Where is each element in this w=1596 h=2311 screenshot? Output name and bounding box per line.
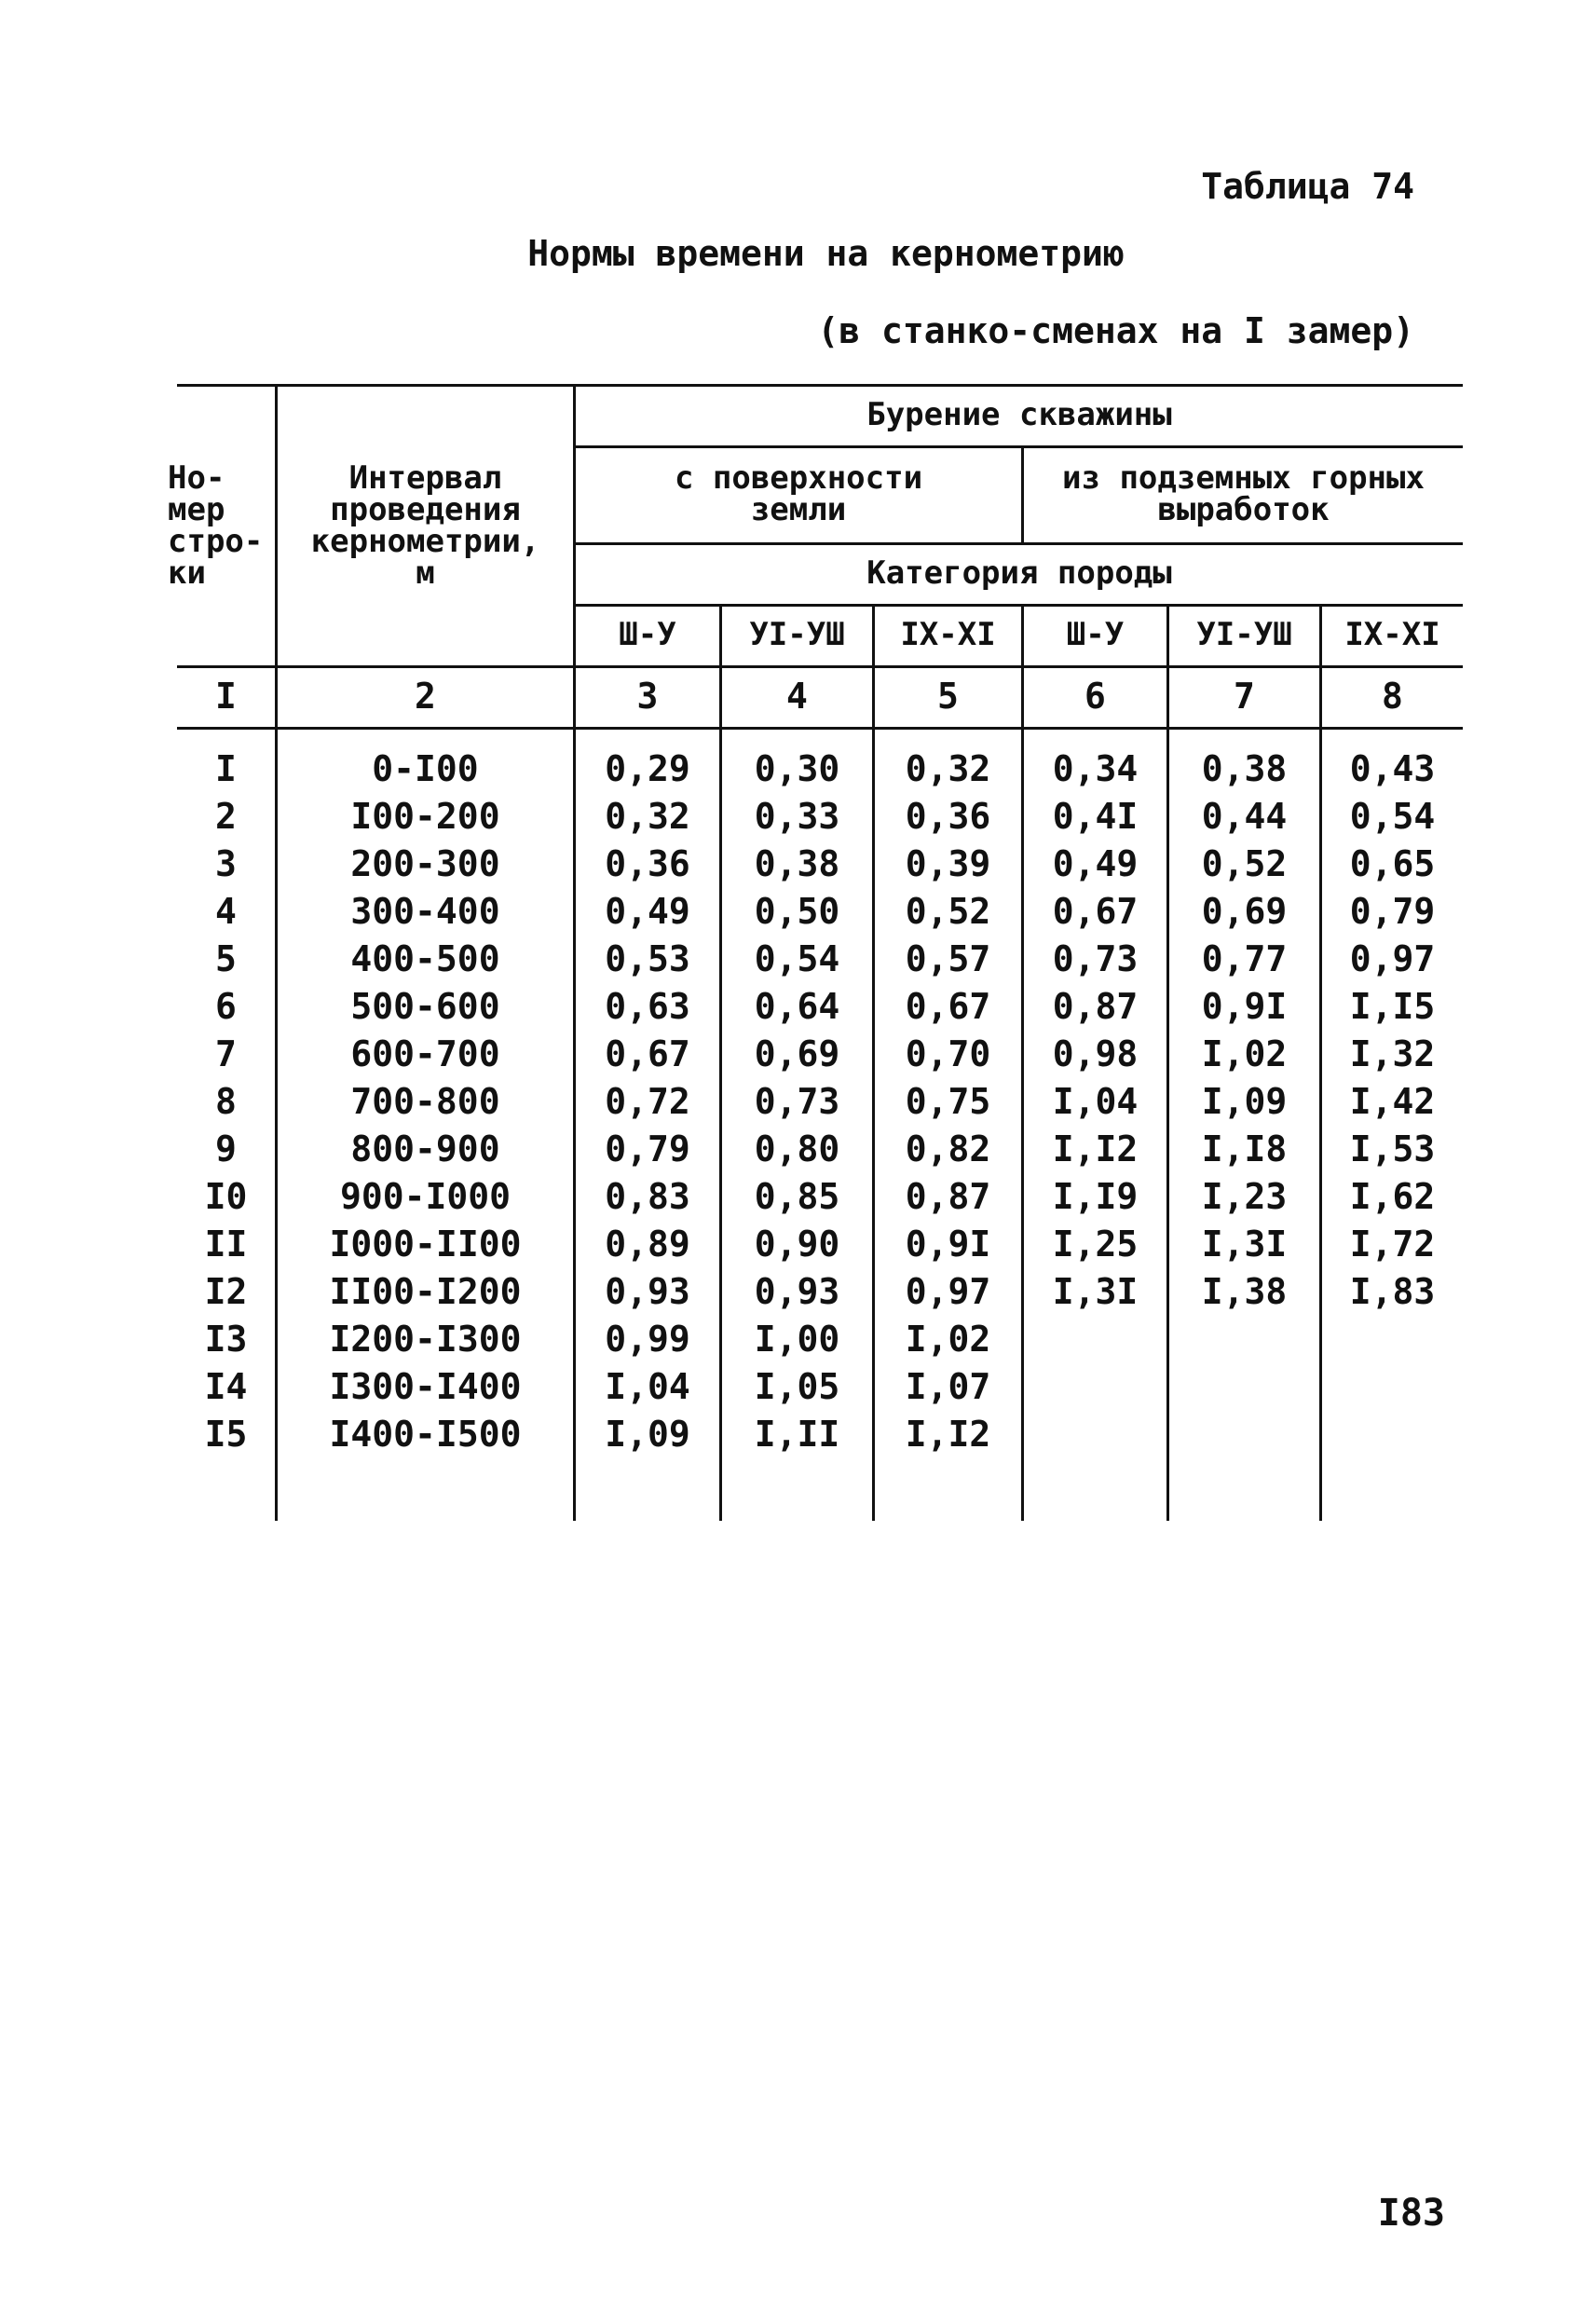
table-cell: 0,36	[605, 843, 690, 884]
table-cell: I,42	[1349, 1081, 1436, 1122]
table-cell: 700-800	[350, 1081, 500, 1122]
table-cell: 0,32	[605, 796, 690, 837]
table-cell: I400-I500	[329, 1414, 522, 1455]
table-cell: 0,98	[1052, 1033, 1139, 1074]
table-cell: I,I8	[1201, 1128, 1288, 1169]
table-cell: 0,49	[605, 891, 690, 932]
table-cell: 0,57	[905, 938, 991, 979]
table-cell: 0,79	[605, 1128, 690, 1169]
page-number: I83	[1377, 2192, 1445, 2235]
table-cell: 3	[215, 843, 237, 884]
document-title: Нормы времени на кернометрию	[527, 233, 1125, 274]
category-3: IX-XI	[900, 616, 996, 653]
table-cell: 200-300	[350, 843, 500, 884]
table-cell: 0,64	[754, 986, 840, 1027]
table-cell: 0,69	[754, 1033, 840, 1074]
table-cell: 0,50	[754, 891, 840, 932]
table-cell: 400-500	[350, 938, 500, 979]
category-4: Ш-У	[1066, 616, 1125, 653]
table-cell: 0,9I	[1201, 986, 1288, 1027]
table-cell: I,32	[1349, 1033, 1436, 1074]
table-cell: I,09	[1201, 1081, 1288, 1122]
table-cell: 0,87	[905, 1176, 991, 1217]
category-1: Ш-У	[619, 616, 676, 653]
table-cell: I,I2	[905, 1414, 991, 1455]
table-cell: 4	[215, 891, 237, 932]
table-cell: 0,83	[605, 1176, 690, 1217]
table-cell: I,05	[754, 1366, 840, 1407]
table-cell: II	[204, 1224, 248, 1265]
table-cell: 0,53	[605, 938, 690, 979]
table-label: Таблица 74	[1201, 166, 1414, 207]
table-cell: I,I9	[1052, 1176, 1139, 1217]
table-cell: 0,44	[1201, 796, 1288, 837]
category-6: IX-XI	[1344, 616, 1440, 653]
table-cell: 0,39	[905, 843, 991, 884]
table-cell: 0,32	[905, 748, 991, 789]
table-cell: I,I2	[1052, 1128, 1139, 1169]
table-cell: I,04	[1052, 1081, 1139, 1122]
units-note: (в станко-сменах на I замер)	[817, 310, 1414, 351]
table-cell: I,04	[605, 1366, 690, 1407]
table-cell: 0,97	[905, 1271, 991, 1312]
table-cell: 0,67	[905, 986, 991, 1027]
table-cell: 6	[215, 986, 237, 1027]
table-cell: 5	[215, 938, 237, 979]
table-cell: 500-600	[350, 986, 500, 1027]
table-cell: 0,54	[754, 938, 840, 979]
rule-under-sub	[573, 542, 1463, 545]
table-cell: 0,79	[1349, 891, 1436, 932]
table-cell: 0,36	[905, 796, 991, 837]
rule-under-colnums	[177, 727, 1463, 730]
column-number-5: 5	[937, 676, 959, 717]
table-cell: I200-I300	[329, 1319, 522, 1360]
column-number-4: 4	[786, 676, 808, 717]
table-cell: 0,65	[1349, 843, 1436, 884]
table-cell: I2	[204, 1271, 248, 1312]
table-cell: I,83	[1349, 1271, 1436, 1312]
table-cell: 0,99	[605, 1319, 690, 1360]
table-cell: 0-I00	[372, 748, 479, 789]
table-cell: 0,52	[905, 891, 991, 932]
table-cell: 900-I000	[339, 1176, 512, 1217]
table-cell: 0,72	[605, 1081, 690, 1122]
table-cell: 9	[215, 1128, 237, 1169]
table-cell: I0	[204, 1176, 248, 1217]
table-cell: 0,85	[754, 1176, 840, 1217]
table-cell: 0,63	[605, 986, 690, 1027]
header-rock-category: Категория породы	[866, 554, 1172, 592]
table-cell: I,3I	[1052, 1271, 1139, 1312]
header-drilling: Бурение скважины	[866, 396, 1172, 433]
table-cell: 600-700	[350, 1033, 500, 1074]
category-5: УI-УШ	[1196, 616, 1292, 653]
table-cell: 0,77	[1201, 938, 1288, 979]
table-cell: 0,49	[1052, 843, 1139, 884]
table-cell: 0,38	[1201, 748, 1288, 789]
table-cell: 0,70	[905, 1033, 991, 1074]
table-cell: 0,67	[1052, 891, 1139, 932]
table-cell: 0,67	[605, 1033, 690, 1074]
table-cell: 0,90	[754, 1224, 840, 1265]
column-number-3: 3	[636, 676, 659, 717]
table-cell: I,25	[1052, 1224, 1139, 1265]
table-cell: 300-400	[350, 891, 500, 932]
norms-table	[168, 384, 1463, 1521]
column-number-7: 7	[1234, 676, 1255, 717]
table-cell: II00-I200	[329, 1271, 522, 1312]
table-cell: 0,93	[605, 1271, 690, 1312]
table-cell: 0,52	[1201, 843, 1288, 884]
table-cell: 0,73	[1052, 938, 1139, 979]
table-cell: I,I5	[1349, 986, 1436, 1027]
header-row-number: Но- мер стро- ки	[168, 459, 264, 592]
table-cell: I3	[204, 1319, 248, 1360]
table-cell: I,62	[1349, 1176, 1436, 1217]
table-cell: I4	[204, 1366, 248, 1407]
table-cell: 0,80	[754, 1128, 840, 1169]
table-cell: I,23	[1201, 1176, 1288, 1217]
table-cell: 0,73	[754, 1081, 840, 1122]
table-cell: 0,87	[1052, 986, 1139, 1027]
table-cell: I000-II00	[329, 1224, 522, 1265]
table-cell: I,II	[754, 1414, 840, 1455]
table-cell: I,3I	[1201, 1224, 1288, 1265]
table-cell: 0,38	[754, 843, 840, 884]
table-cell: I,02	[905, 1319, 991, 1360]
table-cell: 8	[215, 1081, 237, 1122]
table-cell: 0,4I	[1052, 796, 1139, 837]
table-cell: 0,93	[754, 1271, 840, 1312]
table-cell: 7	[215, 1033, 237, 1074]
rule-under-header	[177, 665, 1463, 668]
column-number-2: 2	[415, 676, 436, 717]
table-cell: 0,33	[754, 796, 840, 837]
table-cell: I,07	[905, 1366, 991, 1407]
table-cell: 0,54	[1349, 796, 1436, 837]
rule-under-group	[573, 445, 1463, 448]
rule-under-category	[573, 604, 1463, 607]
table-cell: 0,43	[1349, 748, 1436, 789]
table-cell: 0,29	[605, 748, 690, 789]
table-cell: 0,9I	[905, 1224, 991, 1265]
rule-top	[177, 384, 1463, 387]
table-cell: 0,30	[754, 748, 840, 789]
table-cell: I00-200	[350, 796, 500, 837]
column-number-6: 6	[1084, 676, 1106, 717]
column-number-8: 8	[1382, 676, 1403, 717]
table-cell: I	[215, 748, 237, 789]
category-2: УI-УШ	[749, 616, 845, 653]
header-from-surface: с поверхности земли	[674, 459, 923, 528]
table-cell: 0,69	[1201, 891, 1288, 932]
table-cell: I5	[204, 1414, 248, 1455]
table-cell: 2	[215, 796, 237, 837]
table-cell: 0,97	[1349, 938, 1436, 979]
table-cell: I,09	[605, 1414, 690, 1455]
header-from-underground: из подземных горных выработок	[1062, 459, 1425, 528]
table-cell: 0,75	[905, 1081, 991, 1122]
header-interval: Интервал проведения кернометрии, м	[310, 459, 540, 592]
table-cell: 800-900	[350, 1128, 500, 1169]
table-cell: I,72	[1349, 1224, 1436, 1265]
table-cell: I,02	[1201, 1033, 1288, 1074]
table-cell: 0,89	[605, 1224, 690, 1265]
table-cell: 0,82	[905, 1128, 991, 1169]
table-cell: I,38	[1201, 1271, 1288, 1312]
table-cell: I,53	[1349, 1128, 1436, 1169]
table-cell: I300-I400	[329, 1366, 522, 1407]
table-cell: I,00	[754, 1319, 840, 1360]
column-number-1: I	[215, 676, 237, 717]
table-cell: 0,34	[1052, 748, 1139, 789]
